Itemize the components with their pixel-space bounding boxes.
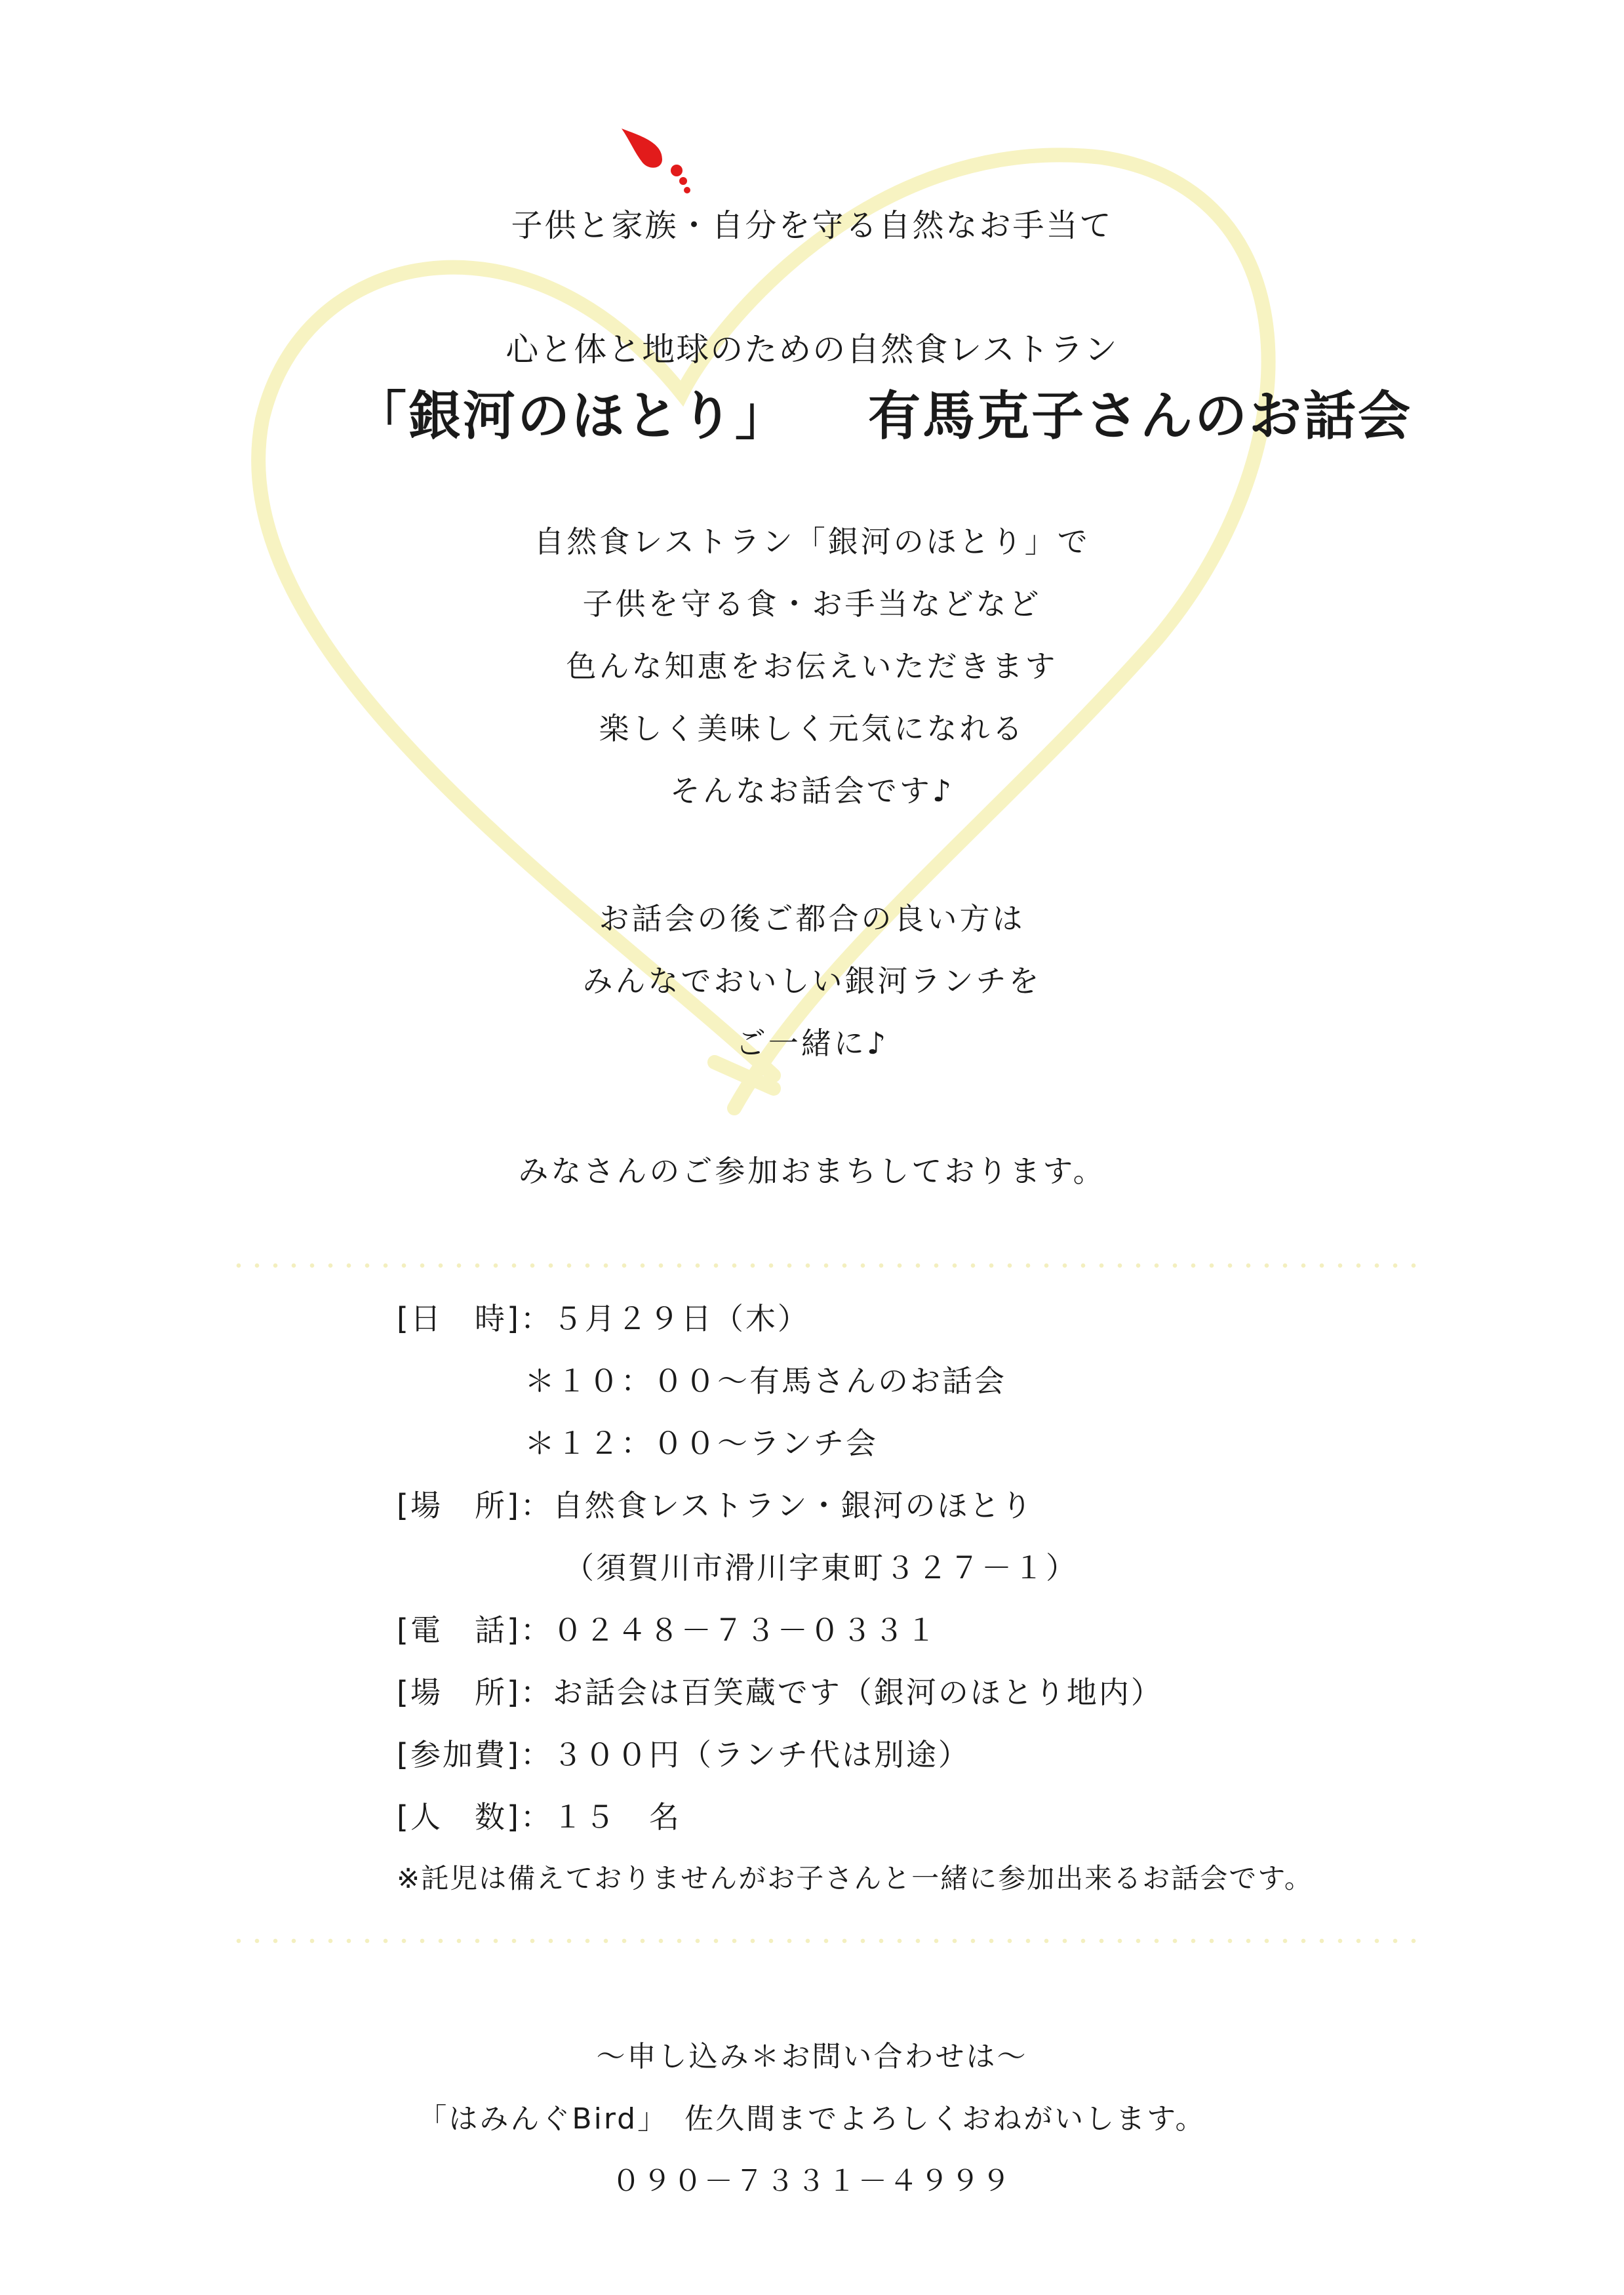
detail-venue: [場 所]：お話会は百笑蔵です（銀河のほとり地内） [397,1675,1163,1710]
title-event: 有馬克子さんのお話会 [868,386,1412,447]
intro-line: 色んな知恵をお伝えいただきます [566,649,1058,684]
intro-line: 子供を守る食・お手当などなど [582,586,1042,622]
detail-date: [日 時]：５月２９日（木） [397,1301,810,1336]
page-title [354,374,1412,449]
contact-line: 「はみんぐBird」 佐久間までよろしくおねがいします。 [418,2102,1206,2136]
detail-note: ※託児は備えておりませんがお子さんと一緒に参加出来るお話会です。 [397,1862,1313,1894]
lunch-line: みんなでおいしい銀河ランチを [582,963,1042,999]
dotted-divider-bottom [229,1938,1423,1944]
lunch-line: お話会の後ご都合の良い方は [599,901,1025,936]
detail-phone: [電 話]：０２４８－７３－０３３１ [397,1612,938,1648]
invite-text: みなさんのご参加おまちしております。 [518,1153,1106,1189]
detail-capacity: [人 数]：１５ 名 [397,1799,681,1835]
lunch-line: ご一緒に♪ [735,1026,889,1061]
intro-line: そんなお話会です♪ [669,773,955,808]
title-restaurant: 「銀河のほとり」 [354,386,789,447]
tagline: 子供と家族・自分を守る自然なお手当て [511,207,1113,244]
intro-line: 自然食レストラン「銀河のほとり」で [534,524,1090,559]
dotted-divider-top [229,1262,1423,1269]
detail-fee: [参加費]：３００円（ランチ代は別途） [397,1737,970,1772]
red-drop-icon [616,123,702,195]
detail-lunch-time: ＊１２：００～ランチ会 [525,1426,878,1461]
contact-phone: ０９０－７３３１－４９９９ [612,2165,1012,2198]
subtitle: 心と体と地球のための自然食レストラン [505,330,1119,369]
detail-talk-time: ＊１０：００～有馬さんのお話会 [525,1363,1006,1399]
detail-place: [場 所]：自然食レストラン・銀河のほとり [397,1488,1034,1523]
intro-line: 楽しく美味しく元気になれる [599,711,1025,746]
contact-heading: ～申し込み＊お問い合わせは～ [596,2040,1028,2073]
detail-address: （須賀川市滑川字東町３２７－１） [564,1550,1078,1586]
